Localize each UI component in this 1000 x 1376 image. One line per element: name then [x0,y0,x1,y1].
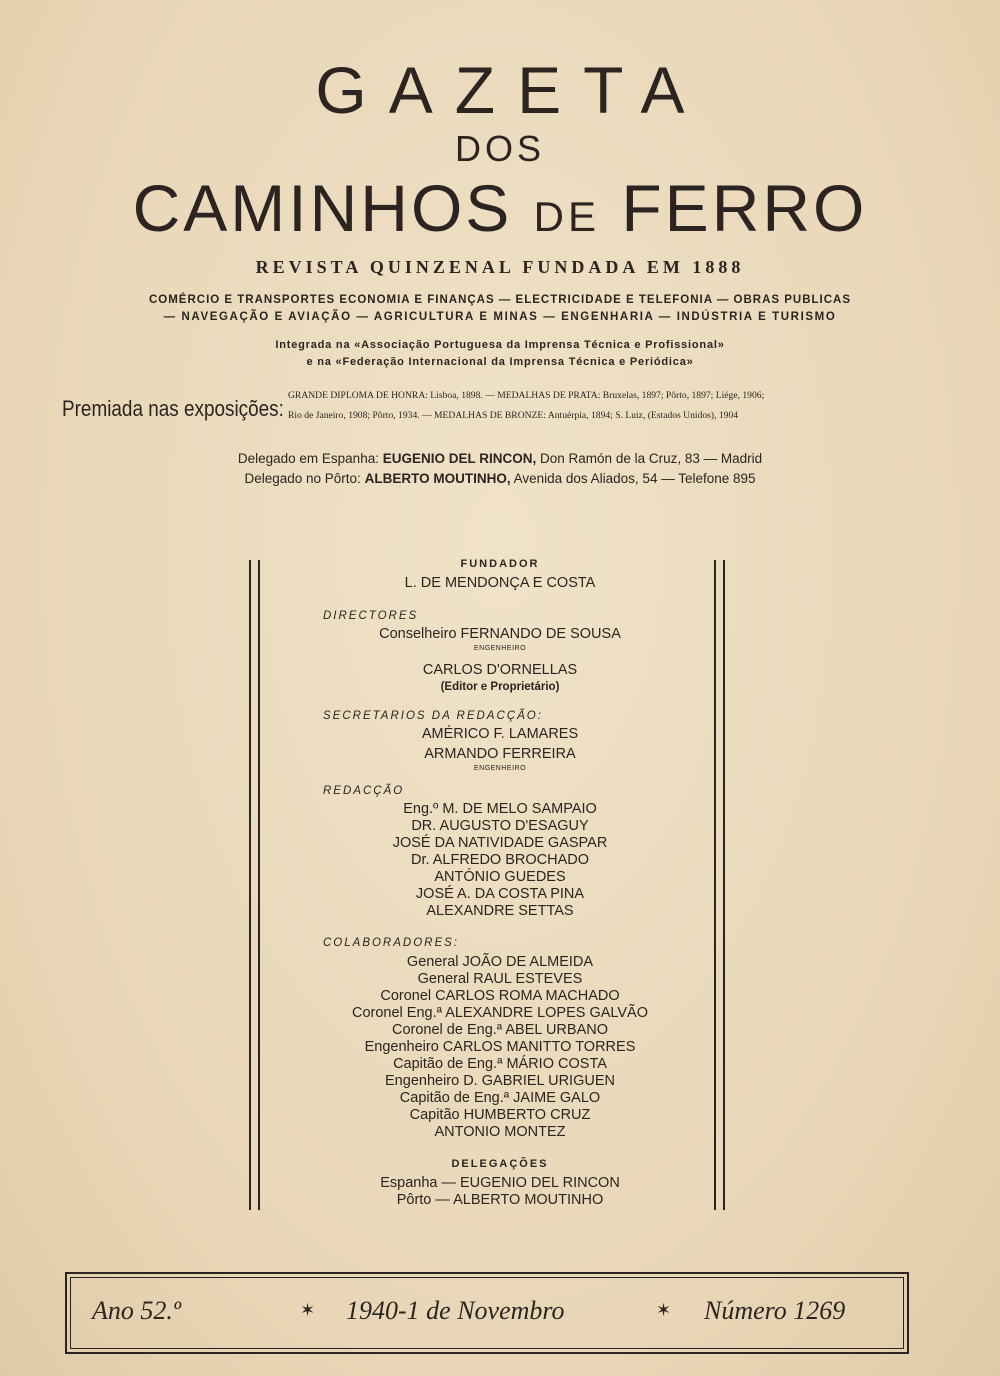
colaborador: Capitão HUMBERTO CRUZ [409,1107,591,1123]
delegado-espanha-address: Don Ramón de la Cruz, 83 — Madrid [540,451,763,466]
delegado-porto-address: Avenida dos Aliados, 54 — Telefone 895 [513,471,756,486]
footer-numero: Número 1269 [704,1296,846,1325]
colaborador: Coronel Eng.ª ALEXANDRE LOPES GALVÃO [351,1005,649,1021]
delegado-porto [0,471,1000,486]
premiada-line-1: GRANDE DIPLOMA DE HONRA: Lisboa, 1898. — MEDALHAS DE PRATA: Bruxelas, 1897; Pôrto, 1897; Liége, 1906; [288,390,765,401]
integrada-line-2: e na «Federação Internacional da Imprensa Técnica e Periódica» [306,356,694,368]
masthead-de: DE [533,193,601,240]
footer-date: 1940-1 de Novembro [346,1296,565,1325]
footer-ano: Ano 52.º [92,1296,181,1325]
masthead-dos: DOS [454,128,545,169]
masthead-caminhos: CAMINHOS [132,171,513,245]
redaccao-member: DR. AUGUSTO D'ESAGUY [411,818,589,834]
star-ornament-icon: ✶ [656,1300,672,1320]
masthead-ferro: FERRO [621,171,868,245]
fundador-name: L. DE MENDONÇA E COSTA [404,575,596,591]
director-1: Conselheiro FERNANDO DE SOUSA [379,626,621,642]
redaccao-member: Dr. ALFREDO BROCHADO [410,852,590,868]
redaccao-member: JOSÉ DA NATIVIDADE GASPAR [392,835,608,851]
redaccao-member: ANTÓNIO GUEDES [434,869,566,885]
delegado-espanha [0,451,1000,466]
colaborador: Engenheiro D. GABRIEL URIGUEN [385,1073,615,1089]
colaborador: Capitão de Eng.ª JAIME GALO [399,1090,601,1106]
director-2-note: (Editor e Proprietário) [440,681,560,693]
redaccao-member: ALEXANDRE SETTAS [426,903,574,919]
delegacoes-title: DELEGAÇÕES [451,1158,549,1170]
secretario-2-note: ENGENHEIRO [473,765,527,772]
masthead-caminhos-de-ferro [0,170,1000,246]
redaccao-member: JOSÉ A. DA COSTA PINA [415,886,585,902]
colaborador: Engenheiro CARLOS MANITTO TORRES [364,1039,636,1055]
integrada-line-1: Integrada na «Associação Portuguesa da Imprensa Técnica e Profissional» [275,339,725,351]
redaccao-title: REDACÇÃO [323,785,405,797]
colaboradores-title: COLABORADORES: [323,937,459,949]
colaborador: General RAUL ESTEVES [417,971,583,987]
fundador-title: FUNDADOR [460,558,540,570]
colaborador: Coronel de Eng.ª ABEL URBANO [392,1022,608,1038]
star-ornament-icon: ✶ [300,1300,316,1320]
delegacao: Pôrto — ALBERTO MOUTINHO [396,1192,604,1208]
colaborador: Coronel CARLOS ROMA MACHADO [380,988,620,1004]
colaborador: General JOÃO DE ALMEIDA [406,954,594,970]
delegado-porto-name: ALBERTO MOUTINHO, [364,471,511,486]
redaccao-member: Eng.º M. DE MELO SAMPAIO [403,801,597,817]
director-2: CARLOS D'ORNELLAS [422,662,578,678]
topics-line-2: — NAVEGAÇÃO E AVIAÇÃO — AGRICULTURA E MINAS — ENGENHARIA — INDÚSTRIA E TURISMO [163,311,837,323]
premiada-line-2: Rio de Janeiro, 1908; Pôrto, 1934. — MEDALHAS DE BRONZE: Antuérpia, 1894; S. Luiz, (Estados Unidos), 1904 [288,410,739,421]
delegacao: Espanha — EUGENIO DEL RINCON [380,1175,620,1191]
director-1-note: ENGENHEIRO [473,645,527,652]
colaborador: ANTONIO MONTEZ [434,1124,566,1140]
masthead-gazeta: GAZETA [315,53,707,127]
topics-line-1: COMÉRCIO E TRANSPORTES ECONOMIA E FINANÇAS — ELECTRICIDADE E TELEFONIA — OBRAS PUBLICAS [148,294,852,306]
masthead-subtitle: REVISTA QUINZENAL FUNDADA EM 1888 [255,257,745,277]
directores-title: DIRECTORES [323,610,419,622]
secretario-1: AMÉRICO F. LAMARES [421,726,579,742]
delegado-porto-prefix: Delegado no Pôrto: [244,471,361,486]
secretario-2: ARMANDO FERREIRA [424,746,576,762]
delegado-espanha-prefix: Delegado em Espanha: [237,451,379,466]
secretarios-title: SECRETARIOS DA REDACÇÃO: [323,710,543,722]
premiada-label: Premiada nas exposições: [62,396,284,421]
delegado-espanha-name: EUGENIO DEL RINCON, [382,451,537,466]
colaborador: Capitão de Eng.ª MÁRIO COSTA [393,1056,607,1072]
